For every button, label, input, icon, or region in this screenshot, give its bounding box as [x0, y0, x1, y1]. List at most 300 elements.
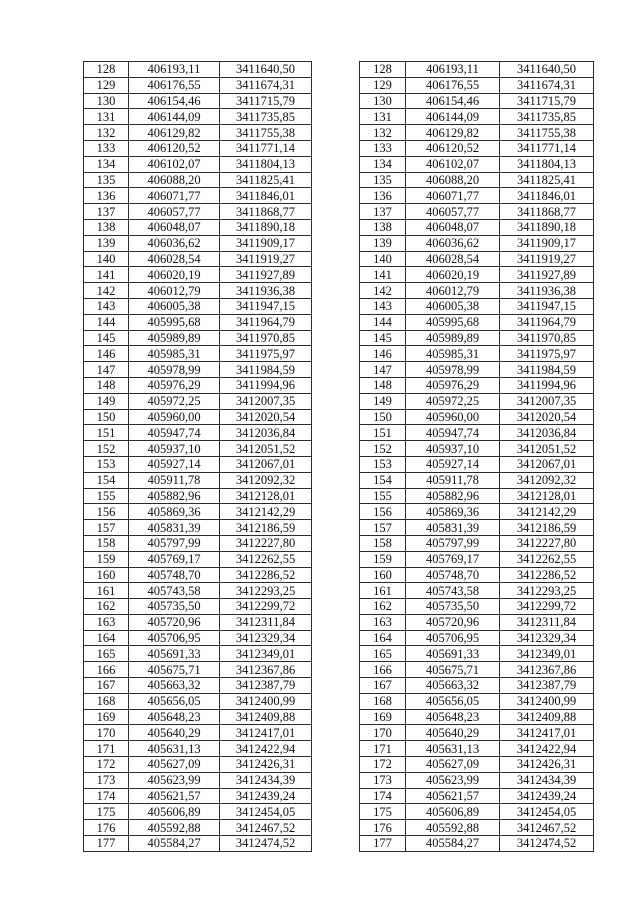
point-number-cell: 151: [360, 425, 406, 441]
table-row: [360, 820, 594, 836]
y-coordinate-cell: 3412409,88: [500, 709, 594, 725]
table-row: [84, 251, 312, 267]
point-number-cell: 163: [360, 614, 406, 630]
y-coordinate-cell: 3412286,52: [220, 567, 312, 583]
y-coordinate-cell: 3411909,17: [220, 235, 312, 251]
x-coordinate-cell: 405691,33: [406, 646, 500, 662]
y-coordinate-cell: 3411936,38: [220, 283, 312, 299]
y-coordinate-cell: 3411715,79: [500, 93, 594, 109]
point-number-cell: 177: [84, 836, 129, 852]
x-coordinate-cell: 406012,79: [129, 283, 220, 299]
point-number-cell: 151: [84, 425, 129, 441]
y-coordinate-cell: 3412311,84: [500, 614, 594, 630]
point-number-cell: 153: [84, 456, 129, 472]
table-row: [360, 614, 594, 630]
point-number-cell: 147: [360, 362, 406, 378]
point-number-cell: 157: [84, 520, 129, 536]
table-row: [360, 109, 594, 125]
table-row: [84, 62, 312, 78]
table-row: [84, 788, 312, 804]
table-row: [360, 330, 594, 346]
table-row: [360, 599, 594, 615]
x-coordinate-cell: 405797,99: [129, 535, 220, 551]
x-coordinate-cell: 405606,89: [129, 804, 220, 820]
y-coordinate-cell: 3411975,97: [220, 346, 312, 362]
y-coordinate-cell: 3412349,01: [220, 646, 312, 662]
table-row: [84, 504, 312, 520]
y-coordinate-cell: 3412020,54: [500, 409, 594, 425]
point-number-cell: 156: [84, 504, 129, 520]
point-number-cell: 136: [360, 188, 406, 204]
y-coordinate-cell: 3412186,59: [220, 520, 312, 536]
point-number-cell: 157: [360, 520, 406, 536]
x-coordinate-cell: 406028,54: [406, 251, 500, 267]
point-number-cell: 168: [360, 693, 406, 709]
y-coordinate-cell: 3412036,84: [500, 425, 594, 441]
y-coordinate-cell: 3412329,34: [220, 630, 312, 646]
x-coordinate-cell: 405663,32: [129, 678, 220, 694]
y-coordinate-cell: 3412400,99: [220, 693, 312, 709]
table-row: [84, 204, 312, 220]
table-row: [360, 251, 594, 267]
y-coordinate-cell: 3412227,80: [500, 535, 594, 551]
x-coordinate-cell: 405995,68: [406, 314, 500, 330]
x-coordinate-cell: 405631,13: [129, 741, 220, 757]
table-row: [360, 583, 594, 599]
point-number-cell: 136: [84, 188, 129, 204]
point-number-cell: 140: [84, 251, 129, 267]
table-row: [360, 62, 594, 78]
y-coordinate-cell: 3411964,79: [220, 314, 312, 330]
table-row: [84, 678, 312, 694]
x-coordinate-cell: 405882,96: [129, 488, 220, 504]
y-coordinate-cell: 3412067,01: [220, 456, 312, 472]
point-number-cell: 145: [360, 330, 406, 346]
y-coordinate-cell: 3412329,34: [500, 630, 594, 646]
y-coordinate-cell: 3412020,54: [220, 409, 312, 425]
y-coordinate-cell: 3412092,32: [500, 472, 594, 488]
point-number-cell: 138: [360, 219, 406, 235]
y-coordinate-cell: 3412439,24: [500, 788, 594, 804]
y-coordinate-cell: 3412367,86: [220, 662, 312, 678]
point-number-cell: 154: [84, 472, 129, 488]
x-coordinate-cell: 405748,70: [406, 567, 500, 583]
point-number-cell: 143: [84, 298, 129, 314]
table-row: [84, 93, 312, 109]
x-coordinate-cell: 405976,29: [129, 377, 220, 393]
table-row: [84, 551, 312, 567]
point-number-cell: 163: [84, 614, 129, 630]
x-coordinate-cell: 405869,36: [406, 504, 500, 520]
x-coordinate-cell: 405869,36: [129, 504, 220, 520]
y-coordinate-cell: 3411927,89: [500, 267, 594, 283]
y-coordinate-cell: 3412142,29: [500, 504, 594, 520]
x-coordinate-cell: 406036,62: [406, 235, 500, 251]
point-number-cell: 133: [360, 140, 406, 156]
y-coordinate-cell: 3411771,14: [220, 140, 312, 156]
point-number-cell: 139: [84, 235, 129, 251]
point-number-cell: 141: [360, 267, 406, 283]
x-coordinate-cell: 405972,25: [406, 393, 500, 409]
table-row: [84, 267, 312, 283]
table-row: [360, 362, 594, 378]
table-row: [84, 772, 312, 788]
table-row: [84, 409, 312, 425]
y-coordinate-cell: 3411846,01: [220, 188, 312, 204]
table-row: [360, 772, 594, 788]
x-coordinate-cell: 405735,50: [129, 599, 220, 615]
table-row: [360, 678, 594, 694]
y-coordinate-cell: 3411970,85: [220, 330, 312, 346]
x-coordinate-cell: 405748,70: [129, 567, 220, 583]
x-coordinate-cell: 405584,27: [406, 836, 500, 852]
y-coordinate-cell: 3412439,24: [220, 788, 312, 804]
point-number-cell: 169: [360, 709, 406, 725]
point-number-cell: 176: [360, 820, 406, 836]
y-coordinate-cell: 3412142,29: [220, 504, 312, 520]
table-row: [84, 599, 312, 615]
table-row: [360, 488, 594, 504]
table-row: [360, 393, 594, 409]
x-coordinate-cell: 405675,71: [406, 662, 500, 678]
y-coordinate-cell: 3412007,35: [500, 393, 594, 409]
y-coordinate-cell: 3412286,52: [500, 567, 594, 583]
x-coordinate-cell: 406005,38: [129, 298, 220, 314]
y-coordinate-cell: 3411919,27: [500, 251, 594, 267]
x-coordinate-cell: 406088,20: [406, 172, 500, 188]
x-coordinate-cell: 406071,77: [406, 188, 500, 204]
point-number-cell: 164: [360, 630, 406, 646]
point-number-cell: 150: [84, 409, 129, 425]
y-coordinate-cell: 3411825,41: [500, 172, 594, 188]
y-coordinate-cell: 3411735,85: [220, 109, 312, 125]
x-coordinate-cell: 406088,20: [129, 172, 220, 188]
point-number-cell: 146: [84, 346, 129, 362]
table-row: [360, 741, 594, 757]
point-number-cell: 165: [360, 646, 406, 662]
x-coordinate-cell: 405627,09: [129, 757, 220, 773]
x-coordinate-cell: 406129,82: [129, 125, 220, 141]
point-number-cell: 161: [84, 583, 129, 599]
table-row: [84, 456, 312, 472]
y-coordinate-cell: 3412299,72: [500, 599, 594, 615]
x-coordinate-cell: 406120,52: [406, 140, 500, 156]
table-row: [360, 409, 594, 425]
point-number-cell: 158: [84, 535, 129, 551]
point-number-cell: 167: [360, 678, 406, 694]
table-row: [84, 725, 312, 741]
y-coordinate-cell: 3412128,01: [500, 488, 594, 504]
point-number-cell: 144: [84, 314, 129, 330]
table-row: [360, 725, 594, 741]
point-number-cell: 139: [360, 235, 406, 251]
point-number-cell: 142: [84, 283, 129, 299]
point-number-cell: 166: [360, 662, 406, 678]
point-number-cell: 173: [84, 772, 129, 788]
table-row: [360, 314, 594, 330]
point-number-cell: 153: [360, 456, 406, 472]
x-coordinate-cell: 405640,29: [129, 725, 220, 741]
x-coordinate-cell: 405960,00: [129, 409, 220, 425]
point-number-cell: 149: [84, 393, 129, 409]
point-number-cell: 129: [84, 77, 129, 93]
y-coordinate-cell: 3412422,94: [220, 741, 312, 757]
point-number-cell: 148: [84, 377, 129, 393]
coordinates-table-left: [83, 61, 312, 852]
table-row: [360, 204, 594, 220]
table-row: [360, 425, 594, 441]
point-number-cell: 130: [84, 93, 129, 109]
y-coordinate-cell: 3412474,52: [500, 836, 594, 852]
point-number-cell: 154: [360, 472, 406, 488]
y-coordinate-cell: 3411927,89: [220, 267, 312, 283]
point-number-cell: 175: [360, 804, 406, 820]
x-coordinate-cell: 405937,10: [129, 441, 220, 457]
y-coordinate-cell: 3411890,18: [500, 219, 594, 235]
x-coordinate-cell: 405592,88: [129, 820, 220, 836]
x-coordinate-cell: 406036,62: [129, 235, 220, 251]
point-number-cell: 129: [360, 77, 406, 93]
x-coordinate-cell: 405995,68: [129, 314, 220, 330]
point-number-cell: 144: [360, 314, 406, 330]
table-row: [360, 693, 594, 709]
table-row: [84, 125, 312, 141]
table-row: [360, 346, 594, 362]
x-coordinate-cell: 406057,77: [129, 204, 220, 220]
coordinates-table-right-body: [360, 62, 594, 852]
point-number-cell: 174: [360, 788, 406, 804]
table-row: [360, 662, 594, 678]
table-row: [84, 330, 312, 346]
table-row: [360, 567, 594, 583]
y-coordinate-cell: 3411936,38: [500, 283, 594, 299]
table-row: [84, 172, 312, 188]
y-coordinate-cell: 3412417,01: [500, 725, 594, 741]
x-coordinate-cell: 405989,89: [129, 330, 220, 346]
point-number-cell: 138: [84, 219, 129, 235]
table-row: [360, 219, 594, 235]
point-number-cell: 170: [84, 725, 129, 741]
point-number-cell: 156: [360, 504, 406, 520]
x-coordinate-cell: 405831,39: [129, 520, 220, 536]
x-coordinate-cell: 405989,89: [406, 330, 500, 346]
table-row: [84, 393, 312, 409]
y-coordinate-cell: 3412387,79: [500, 678, 594, 694]
point-number-cell: 155: [360, 488, 406, 504]
table-row: [360, 709, 594, 725]
y-coordinate-cell: 3412426,31: [220, 757, 312, 773]
x-coordinate-cell: 405985,31: [406, 346, 500, 362]
x-coordinate-cell: 406176,55: [406, 77, 500, 93]
x-coordinate-cell: 406154,46: [406, 93, 500, 109]
table-row: [360, 472, 594, 488]
y-coordinate-cell: 3411771,14: [500, 140, 594, 156]
x-coordinate-cell: 405976,29: [406, 377, 500, 393]
table-row: [84, 820, 312, 836]
x-coordinate-cell: 405691,33: [129, 646, 220, 662]
x-coordinate-cell: 405960,00: [406, 409, 500, 425]
point-number-cell: 169: [84, 709, 129, 725]
point-number-cell: 137: [360, 204, 406, 220]
y-coordinate-cell: 3411994,96: [220, 377, 312, 393]
point-number-cell: 142: [360, 283, 406, 299]
x-coordinate-cell: 406102,07: [406, 156, 500, 172]
point-number-cell: 172: [360, 757, 406, 773]
table-row: [84, 377, 312, 393]
table-row: [84, 836, 312, 852]
table-row: [84, 109, 312, 125]
point-number-cell: 160: [360, 567, 406, 583]
point-number-cell: 175: [84, 804, 129, 820]
table-row: [360, 77, 594, 93]
table-row: [360, 788, 594, 804]
y-coordinate-cell: 3412434,39: [220, 772, 312, 788]
point-number-cell: 159: [84, 551, 129, 567]
point-number-cell: 173: [360, 772, 406, 788]
point-number-cell: 161: [360, 583, 406, 599]
point-number-cell: 133: [84, 140, 129, 156]
y-coordinate-cell: 3411909,17: [500, 235, 594, 251]
x-coordinate-cell: 406012,79: [406, 283, 500, 299]
table-row: [360, 298, 594, 314]
x-coordinate-cell: 405592,88: [406, 820, 500, 836]
y-coordinate-cell: 3411640,50: [500, 62, 594, 78]
point-number-cell: 158: [360, 535, 406, 551]
x-coordinate-cell: 405831,39: [406, 520, 500, 536]
y-coordinate-cell: 3412474,52: [220, 836, 312, 852]
x-coordinate-cell: 405584,27: [129, 836, 220, 852]
y-coordinate-cell: 3412262,55: [500, 551, 594, 567]
point-number-cell: 148: [360, 377, 406, 393]
y-coordinate-cell: 3411868,77: [220, 204, 312, 220]
y-coordinate-cell: 3412367,86: [500, 662, 594, 678]
x-coordinate-cell: 406154,46: [129, 93, 220, 109]
table-row: [84, 646, 312, 662]
x-coordinate-cell: 405735,50: [406, 599, 500, 615]
table-row: [84, 757, 312, 773]
coordinates-table-left-body: [84, 62, 312, 852]
y-coordinate-cell: 3412186,59: [500, 520, 594, 536]
y-coordinate-cell: 3411970,85: [500, 330, 594, 346]
table-row: [360, 836, 594, 852]
y-coordinate-cell: 3412293,25: [220, 583, 312, 599]
point-number-cell: 146: [360, 346, 406, 362]
x-coordinate-cell: 406028,54: [129, 251, 220, 267]
point-number-cell: 134: [84, 156, 129, 172]
point-number-cell: 128: [360, 62, 406, 78]
y-coordinate-cell: 3411640,50: [220, 62, 312, 78]
y-coordinate-cell: 3412007,35: [220, 393, 312, 409]
y-coordinate-cell: 3411964,79: [500, 314, 594, 330]
x-coordinate-cell: 406048,07: [129, 219, 220, 235]
x-coordinate-cell: 405675,71: [129, 662, 220, 678]
table-row: [360, 235, 594, 251]
y-coordinate-cell: 3411755,38: [500, 125, 594, 141]
point-number-cell: 172: [84, 757, 129, 773]
point-number-cell: 170: [360, 725, 406, 741]
x-coordinate-cell: 405882,96: [406, 488, 500, 504]
point-number-cell: 131: [84, 109, 129, 125]
table-row: [360, 172, 594, 188]
table-row: [360, 504, 594, 520]
y-coordinate-cell: 3412293,25: [500, 583, 594, 599]
x-coordinate-cell: 406144,09: [406, 109, 500, 125]
point-number-cell: 140: [360, 251, 406, 267]
table-row: [84, 693, 312, 709]
y-coordinate-cell: 3412128,01: [220, 488, 312, 504]
y-coordinate-cell: 3412262,55: [220, 551, 312, 567]
table-row: [84, 535, 312, 551]
y-coordinate-cell: 3411846,01: [500, 188, 594, 204]
x-coordinate-cell: 405623,99: [129, 772, 220, 788]
y-coordinate-cell: 3412311,84: [220, 614, 312, 630]
table-row: [360, 125, 594, 141]
x-coordinate-cell: 405769,17: [129, 551, 220, 567]
point-number-cell: 137: [84, 204, 129, 220]
y-coordinate-cell: 3412051,52: [500, 441, 594, 457]
point-number-cell: 165: [84, 646, 129, 662]
y-coordinate-cell: 3411994,96: [500, 377, 594, 393]
table-row: [84, 219, 312, 235]
y-coordinate-cell: 3411868,77: [500, 204, 594, 220]
y-coordinate-cell: 3411755,38: [220, 125, 312, 141]
table-row: [360, 630, 594, 646]
y-coordinate-cell: 3412467,52: [500, 820, 594, 836]
table-row: [84, 709, 312, 725]
table-row: [84, 583, 312, 599]
y-coordinate-cell: 3411919,27: [220, 251, 312, 267]
x-coordinate-cell: 406020,19: [129, 267, 220, 283]
y-coordinate-cell: 3411947,15: [500, 298, 594, 314]
table-row: [84, 425, 312, 441]
table-row: [84, 520, 312, 536]
point-number-cell: 164: [84, 630, 129, 646]
y-coordinate-cell: 3411674,31: [500, 77, 594, 93]
x-coordinate-cell: 405927,14: [406, 456, 500, 472]
table-row: [360, 535, 594, 551]
point-number-cell: 141: [84, 267, 129, 283]
y-coordinate-cell: 3412227,80: [220, 535, 312, 551]
point-number-cell: 128: [84, 62, 129, 78]
point-number-cell: 171: [84, 741, 129, 757]
y-coordinate-cell: 3412092,32: [220, 472, 312, 488]
point-number-cell: 143: [360, 298, 406, 314]
x-coordinate-cell: 406102,07: [129, 156, 220, 172]
y-coordinate-cell: 3411975,97: [500, 346, 594, 362]
point-number-cell: 166: [84, 662, 129, 678]
x-coordinate-cell: 405911,78: [406, 472, 500, 488]
x-coordinate-cell: 405656,05: [406, 693, 500, 709]
point-number-cell: 145: [84, 330, 129, 346]
table-row: [360, 283, 594, 299]
point-number-cell: 132: [84, 125, 129, 141]
y-coordinate-cell: 3411947,15: [220, 298, 312, 314]
table-row: [84, 488, 312, 504]
table-row: [84, 188, 312, 204]
y-coordinate-cell: 3411825,41: [220, 172, 312, 188]
x-coordinate-cell: 405947,74: [406, 425, 500, 441]
y-coordinate-cell: 3412467,52: [220, 820, 312, 836]
x-coordinate-cell: 405743,58: [406, 583, 500, 599]
table-row: [360, 646, 594, 662]
y-coordinate-cell: 3411715,79: [220, 93, 312, 109]
table-row: [84, 346, 312, 362]
table-row: [360, 804, 594, 820]
y-coordinate-cell: 3412454,05: [220, 804, 312, 820]
point-number-cell: 162: [84, 599, 129, 615]
table-row: [360, 188, 594, 204]
table-row: [84, 298, 312, 314]
